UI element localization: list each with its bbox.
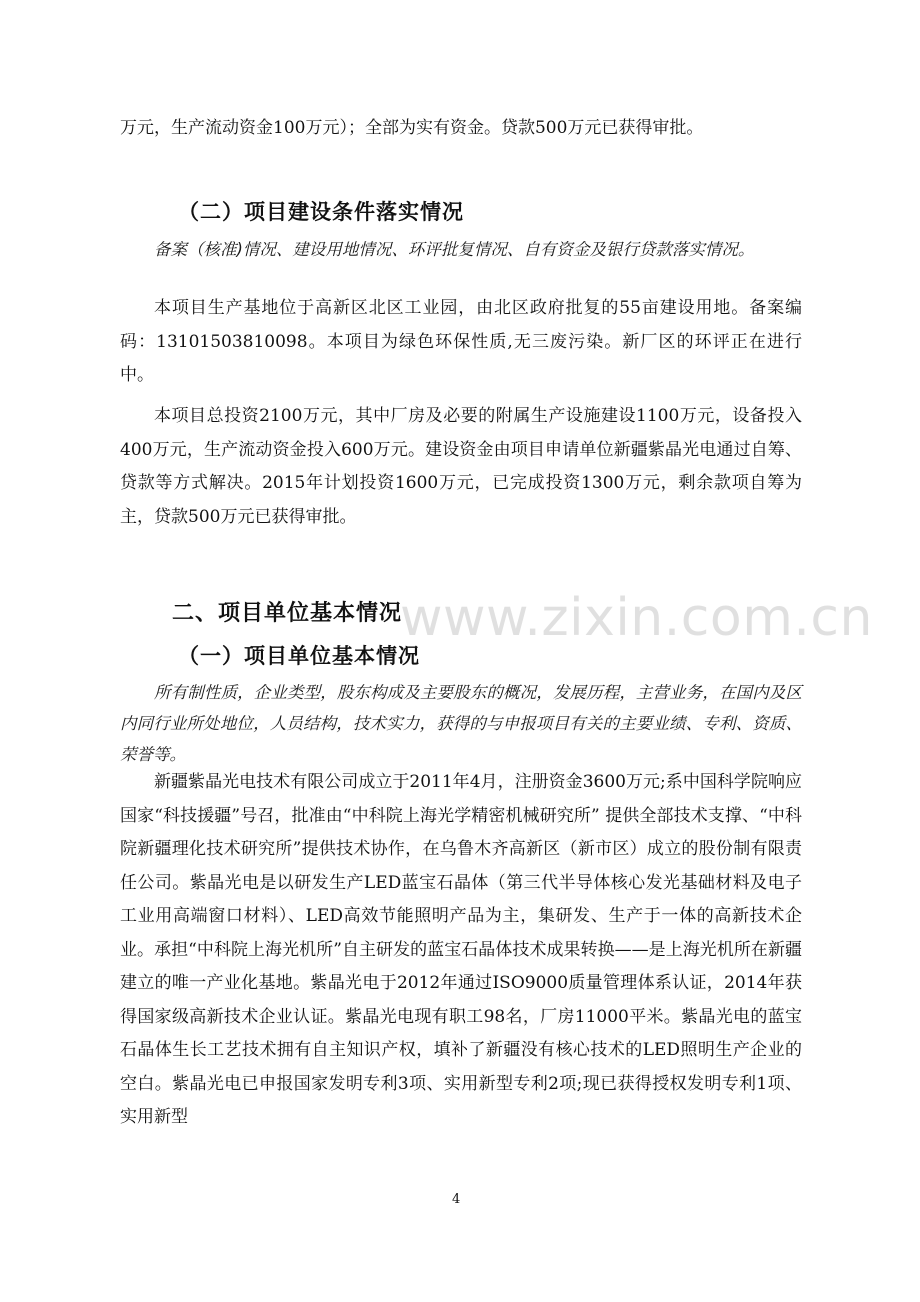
section-2-heading: （二）项目建设条件落实情况 — [178, 200, 464, 224]
watermark: www.zixin.com.cn — [400, 588, 873, 648]
section-2-1-heading: （一）项目单位基本情况 — [178, 644, 420, 668]
chapter-2-heading: 二、项目单位基本情况 — [172, 601, 403, 626]
section-2-1-note: 所有制性质，企业类型，股东构成及主要股东的概况，发展历程，主营业务，在国内及区内同行业所处地位，人员结构，技术实力，获得的与申报项目有关的主要业绩、专利、资质、荣誉等。 — [120, 683, 802, 764]
section-2-note: 备案（核准)情况、建设用地情况、环评批复情况、自有资金及银行贷款落实情况。 — [154, 240, 755, 259]
page-number: 4 — [452, 1192, 461, 1207]
paragraph-top: 万元，生产流动资金100万元）；全部为实有资金。贷款500万元已获得审批。 — [120, 118, 704, 138]
section-2-1-paragraph: 新疆紫晶光电技术有限公司成立于2011年4月，注册资金3600万元;系中国科学院响应国家“科技援疆”号召，批准由“中科院上海光学精密机械研究所” 提供全部技术支撑、“中科院新疆理化技术研究所”提供技术协作，在乌鲁木齐高新区（新市区）成立的股份制有限责任公司。紫晶光电是以研发生产LED蓝宝石晶体（第三代半导体核心发光基础材料及电子工业用高端窗口材料）、LED高效节能照明产品为主，集研发、生产于一体的高新技术企业。承担“中科院上海光机所”自主研发的蓝宝石晶体技术成果转换——是上海光机所在新疆建立的唯一产业化基地。紫晶光电于2012年通过ISO9000质量管理体系认证，2014年获得国家级高新技术企业认证。紫晶光电现有职工98名，厂房11000平米。紫晶光电的蓝宝石晶体生长工艺技术拥有自主知识产权，填补了新疆没有核心技术的LED照明生产企业的空白。紫晶光电已申报国家发明专利3项、实用新型专利2项;现已获得授权发明专利1项、实用新型 — [120, 772, 802, 1127]
section-2-paragraph-1: 本项目生产基地位于高新区北区工业园，由北区政府批复的55亩建设用地。备案编码：13101503810098。本项目为绿色环保性质,无三废污染。新厂区的环评正在进行中。 — [120, 298, 802, 385]
section-2-paragraph-2: 本项目总投资2100万元，其中厂房及必要的附属生产设施建设1100万元，设备投入400万元，生产流动资金投入600万元。建设资金由项目申请单位新疆紫晶光电通过自筹、贷款等方式解决。2015年计划投资1600万元，已完成投资1300万元，剩余款项自筹为主，贷款500万元已获得审批。 — [120, 406, 802, 527]
